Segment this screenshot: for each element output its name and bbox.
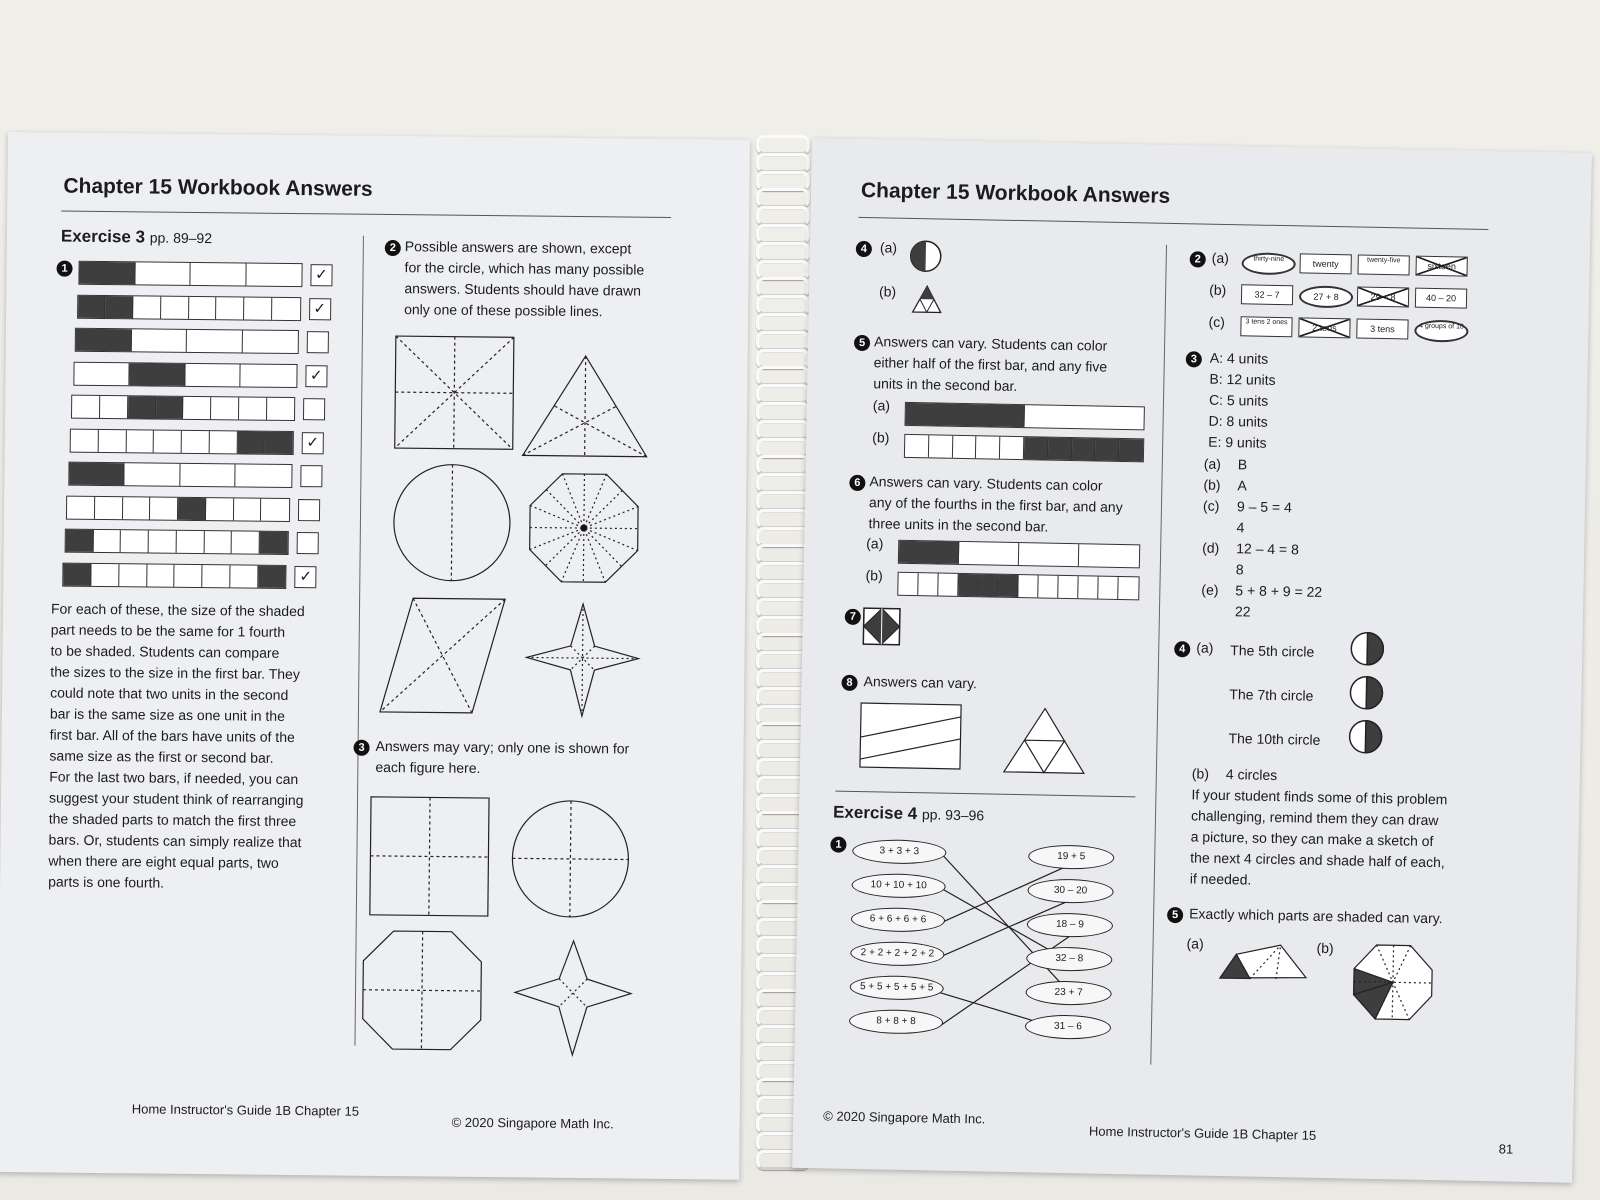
q1-note-line: the sizes to the size in the first bar. They (50, 663, 300, 683)
bar-unit (239, 397, 267, 419)
number-box: 3 tens (1356, 318, 1408, 339)
bar-unit (147, 564, 175, 586)
bar-unit (100, 396, 128, 418)
page-title: Chapter 15 Workbook Answers (860, 178, 1171, 208)
crossed-number-box: sixteen (1415, 256, 1467, 277)
answer: 4 circles (1225, 766, 1278, 784)
q6-bar-b (897, 572, 1139, 601)
footer-guide: Home Instructor's Guide 1B Chapter 15 (131, 1101, 360, 1119)
q3-text-line: each figure here. (375, 758, 481, 776)
bar-unit (234, 498, 262, 520)
answer-checkbox: ✓ (310, 264, 332, 286)
section-rule (835, 791, 1135, 798)
bar-unit (76, 329, 132, 352)
bar-unit (124, 463, 180, 486)
match-right-oval: 23 + 7 (1025, 980, 1111, 1006)
bar-unit (906, 403, 1025, 427)
answer: 12 – 4 = 8 (1236, 540, 1300, 558)
circled-number-box: 27 + 8 (1299, 285, 1353, 308)
match-left-oval: 6 + 6 + 6 + 6 (851, 907, 945, 933)
q2-text-line: Possible answers are shown, except (404, 238, 632, 257)
q1-note-line: For each of these, the size of the shaded (50, 600, 305, 620)
match-right-oval: 18 – 9 (1027, 912, 1113, 938)
bar-unit (216, 297, 244, 319)
q1-note-line: suggest your student think of rearranging (48, 789, 304, 809)
q6-text-line: Answers can vary. Students can color (869, 473, 1103, 494)
right-page (792, 138, 1592, 1183)
triangle-fourths-figure (912, 284, 953, 325)
bar-unit (65, 530, 93, 552)
question-number-4: 4 (856, 241, 872, 257)
bar-unit (1000, 437, 1024, 459)
bar-unit (211, 397, 239, 419)
bar-unit (1019, 543, 1079, 566)
match-right-oval: 19 + 5 (1028, 844, 1114, 870)
question-number-6: 6 (849, 475, 865, 491)
bar-unit (1119, 439, 1143, 461)
q5-shapes (1215, 936, 1477, 1031)
exercise4-title: Exercise 4 (832, 802, 918, 824)
question-number-3: 3 (353, 740, 369, 756)
bar-unit (898, 573, 918, 595)
fraction-bar (70, 428, 294, 454)
part-label-b: (b) (872, 429, 890, 446)
part-label: (b) (1203, 476, 1221, 493)
rectangle-thirds (860, 703, 961, 769)
circle-answer: The 5th circle (1230, 642, 1315, 660)
bar-unit (265, 431, 293, 453)
bar-unit (185, 363, 241, 386)
fraction-bar (64, 529, 288, 555)
part-label: (e) (1201, 581, 1219, 598)
bar-unit (123, 497, 151, 519)
part-label-a: (a) (879, 239, 898, 256)
q1-note-line: bar is the same size as one unit in the (49, 705, 286, 724)
bar-unit (209, 431, 237, 453)
bar-unit (105, 296, 133, 318)
bar-unit (128, 396, 156, 418)
bar-unit (1095, 439, 1119, 461)
bar-unit (958, 574, 978, 596)
circle-answer: The 7th circle (1229, 686, 1314, 704)
bar-unit (260, 532, 288, 554)
bar-unit (235, 464, 291, 487)
part-label-c: (c) (1208, 313, 1226, 330)
bar-unit (929, 435, 953, 457)
bar-unit (1058, 576, 1078, 598)
match-right-oval: 32 – 8 (1026, 946, 1112, 972)
bar-unit (952, 436, 976, 458)
star-quarters (514, 940, 631, 1055)
part-label-b: (b) (1191, 765, 1210, 782)
bar-unit (237, 431, 265, 453)
q5-bar-a (904, 402, 1144, 431)
part-label-a: (a) (1186, 935, 1204, 952)
q6-text-line: three units in the second bar. (868, 515, 1049, 535)
part-label-a: (a) (866, 535, 884, 552)
answer-checkbox (298, 499, 320, 521)
q5-text-line: Answers can vary. Students can color (873, 333, 1108, 354)
circled-number-box: 4 groups of 10 (1414, 320, 1468, 343)
bar-unit (905, 435, 929, 457)
half-circles (1348, 630, 1390, 761)
q3-text-line: Answers may vary; only one is shown for (375, 737, 630, 757)
exercise-heading (61, 227, 212, 249)
answer: 5 + 8 + 9 = 22 (1235, 582, 1323, 600)
note-line: a picture, so they can make a sketch of (1190, 828, 1434, 850)
bar-unit (119, 564, 147, 586)
q1-note (48, 598, 351, 895)
part-label-a: (a) (1211, 249, 1230, 267)
bar-unit (258, 565, 286, 587)
q3-figures (358, 791, 661, 1064)
bar-unit (178, 497, 206, 519)
bar-unit (261, 498, 289, 520)
part-label-b: (b) (1209, 281, 1227, 298)
match-left-oval: 5 + 5 + 5 + 5 + 5 (849, 975, 943, 1001)
circled-number-box: thirty-nine (1241, 252, 1295, 275)
question-number-8: 8 (841, 675, 857, 691)
q3-answers (1201, 454, 1454, 627)
unit-line: C: 5 units (1208, 391, 1269, 409)
bar-unit (1024, 437, 1048, 459)
question-number-4: 4 (1174, 641, 1190, 657)
unit-line: A: 4 units (1209, 349, 1269, 367)
bar-unit (98, 429, 126, 451)
exercise4-heading (833, 803, 985, 826)
binding-coil (756, 420, 810, 440)
bar-unit (1071, 438, 1095, 460)
answer-checkbox: ✓ (302, 432, 324, 454)
unit-line: E: 9 units (1208, 433, 1267, 451)
question-number-2: 2 (385, 240, 401, 256)
fraction-bar (77, 294, 301, 320)
bar-unit (959, 542, 1019, 565)
bar-unit (241, 364, 297, 387)
bar-unit (206, 498, 234, 520)
q4-b-section (1190, 763, 1482, 895)
bar-unit (918, 573, 938, 595)
bar-unit (93, 530, 121, 552)
bar-unit (187, 330, 243, 353)
answer-checkbox: ✓ (309, 298, 331, 320)
q1-note-line: to be shaded. Students can compare (50, 642, 280, 661)
q2-figures (382, 326, 686, 729)
q1-note-line: part needs to be the same for 1 fourth (50, 621, 286, 640)
bar-unit (899, 541, 959, 564)
note-line: the next 4 circles and shade half of each, (1190, 849, 1445, 871)
q5-text-line: units in the second bar. (873, 375, 1018, 394)
bar-unit (1048, 438, 1072, 460)
match-left-oval: 3 + 3 + 3 (852, 839, 946, 865)
bar-unit (121, 530, 149, 552)
fraction-bar (66, 495, 290, 521)
answer-checkbox (307, 331, 329, 353)
bar-unit (95, 496, 123, 518)
footer-copyright: © 2020 Singapore Math Inc. (451, 1114, 614, 1132)
bar-unit (149, 530, 177, 552)
bar-unit (978, 574, 998, 596)
q1-note-line: parts is one fourth. (48, 873, 165, 891)
bar-unit (130, 363, 186, 386)
bar-unit (190, 263, 246, 286)
fraction-bar (63, 562, 287, 588)
bar-unit (161, 296, 189, 318)
number-box: 32 – 7 (1241, 284, 1293, 305)
bar-unit (79, 262, 135, 285)
bar-unit (1079, 544, 1139, 567)
fraction-bar (78, 261, 302, 287)
part-label: (a) (1203, 455, 1222, 472)
bar-unit (1038, 575, 1058, 597)
q6-text-line: any of the fourths in the first bar, and any (868, 494, 1123, 516)
unit-line: B: 12 units (1209, 370, 1276, 388)
fraction-bar (73, 361, 297, 387)
bar-unit (78, 295, 106, 317)
q3-units-list (1208, 348, 1276, 454)
unit-line: D: 8 units (1208, 412, 1268, 430)
q1-note-line: same size as the first or second bar. (49, 747, 274, 766)
part-label-b: (b) (865, 567, 883, 584)
q5-text-line: either half of the first bar, and any five (873, 354, 1108, 375)
crossed-number-box: 2 tens (1298, 317, 1350, 338)
answer-checkbox (300, 465, 322, 487)
footer-copyright: © 2020 Singapore Math Inc. (823, 1108, 986, 1127)
part-label-b: (b) (1316, 939, 1334, 957)
answer: 8 (1235, 561, 1244, 578)
footer-guide: Home Instructor's Guide 1B Chapter 15 (1088, 1123, 1317, 1143)
q1-note-line: bars. Or, students can simply realize that (48, 831, 302, 851)
bar-unit (182, 430, 210, 452)
note-line: If your student finds some of this problem (1191, 786, 1448, 808)
exercise-title: Exercise 3 (60, 226, 146, 247)
bar-unit (154, 430, 182, 452)
bar-unit (72, 396, 100, 418)
answer-checkbox: ✓ (295, 566, 317, 588)
exercise4-pages: pp. 93–96 (921, 806, 985, 824)
bar-unit (1024, 405, 1143, 429)
question-number-3: 3 (1186, 351, 1202, 367)
bar-unit (150, 497, 178, 519)
bar-unit (91, 563, 119, 585)
question-number-5: 5 (854, 335, 870, 351)
q6-bar-a (898, 540, 1140, 569)
bar-unit (64, 563, 92, 585)
part-label: (c) (1202, 497, 1220, 514)
q1-note-line: first bar. All of the bars have units of the (49, 726, 295, 746)
title-rule (858, 217, 1488, 230)
answer-checkbox (296, 532, 318, 554)
half-circle-figure (909, 240, 950, 281)
q5-bar-b (904, 434, 1144, 463)
q1-note-line: For the last two bars, if needed, you can (49, 768, 299, 788)
bar-unit (998, 575, 1018, 597)
q1-note-line: could note that two units in the second (50, 684, 289, 703)
bar-unit (1118, 577, 1138, 599)
answer: A (1237, 477, 1247, 494)
fraction-bar (75, 328, 299, 354)
match-left-oval: 10 + 10 + 10 (851, 873, 945, 899)
part-label: (d) (1202, 539, 1220, 556)
bar-unit (131, 329, 187, 352)
note-line: if needed. (1189, 870, 1252, 888)
bar-unit (202, 565, 230, 587)
bar-unit (156, 397, 184, 419)
bar-unit (242, 330, 298, 353)
part-label-a: (a) (1196, 639, 1214, 656)
match-left-oval: 8 + 8 + 8 (849, 1009, 943, 1035)
exercise-pages: pp. 89–92 (149, 229, 213, 247)
bar-unit (189, 296, 217, 318)
q3-text (375, 736, 675, 781)
title-rule (61, 211, 671, 218)
left-page (0, 132, 750, 1180)
answer: 22 (1234, 603, 1251, 620)
bar-unit (133, 296, 161, 318)
bar-unit (67, 496, 95, 518)
q5-text: Exactly which parts are shaded can vary. (1189, 905, 1443, 927)
bar-unit (176, 531, 204, 553)
circle-answer: The 10th circle (1228, 730, 1321, 748)
q1-note-line: the shaded parts to match the first three (48, 810, 297, 830)
binding-coil (756, 331, 810, 351)
q5-text (873, 331, 1174, 400)
bar-unit (74, 362, 130, 385)
bar-unit (1018, 575, 1038, 597)
q2-text-line: only one of these possible lines. (404, 301, 603, 320)
binding-coil (756, 509, 810, 529)
part-label-b: (b) (878, 283, 897, 300)
bar-unit (126, 430, 154, 452)
match-left-oval: 2 + 2 + 2 + 2 + 2 (850, 941, 944, 967)
question-number-1: 1 (56, 261, 72, 277)
question-number-2: 2 (1190, 251, 1206, 267)
bar-unit (71, 429, 99, 451)
number-box: twenty-five (1357, 255, 1409, 276)
answer: 9 – 5 = 4 (1236, 498, 1293, 516)
binding-coil (756, 242, 810, 262)
bar-unit (272, 297, 300, 319)
answer-checkbox: ✓ (305, 365, 327, 387)
number-box: twenty (1299, 253, 1351, 274)
fraction-bar (71, 395, 295, 421)
question-number-1: 1 (830, 836, 846, 852)
bar-unit (244, 297, 272, 319)
circle-quarters (512, 800, 629, 917)
page-number: 81 (1498, 1141, 1514, 1157)
q8-text: Answers can vary. (863, 673, 978, 692)
bar-unit (183, 397, 211, 419)
answer-checkbox (303, 398, 325, 420)
bar-unit (135, 262, 191, 285)
bar-unit (1078, 576, 1098, 598)
q8-figures (858, 701, 1119, 786)
number-box: 40 – 20 (1415, 288, 1467, 309)
binding-coil (756, 153, 810, 173)
octagon-quarters (362, 931, 481, 1050)
crossed-number-box: 29 – 8 (1357, 286, 1409, 307)
match-right-oval: 31 – 6 (1025, 1014, 1111, 1040)
bar-unit (230, 565, 258, 587)
bar-unit (938, 574, 958, 596)
answer: B (1237, 456, 1248, 473)
note-line: challenging, remind them they can draw (1190, 807, 1439, 829)
bar-unit (246, 264, 302, 287)
square-quarters (370, 797, 489, 916)
bar-unit (204, 531, 232, 553)
question-number-5: 5 (1167, 907, 1183, 923)
fraction-bar (68, 462, 292, 488)
q6-text (868, 471, 1169, 540)
number-box: 3 tens 2 ones (1240, 316, 1292, 337)
bar-unit (232, 531, 260, 553)
square-diamond-figure (862, 607, 903, 648)
part-label-a: (a) (872, 397, 891, 414)
page-title: Chapter 15 Workbook Answers (63, 174, 373, 201)
q1-note-line: when there are eight equal parts, two (48, 852, 279, 871)
q2-text (404, 236, 705, 323)
bar-unit (1098, 577, 1118, 599)
question-number-7: 7 (845, 609, 861, 625)
q2-text-line: answers. Students should have drawn (404, 280, 642, 299)
bar-unit (175, 564, 203, 586)
bar-unit (180, 464, 236, 487)
circle-figure (393, 464, 510, 581)
answer: 4 (1236, 519, 1245, 536)
bar-unit (976, 436, 1000, 458)
bar-unit (69, 463, 125, 486)
q2-text-line: for the circle, which has many possible (404, 259, 645, 278)
match-right-oval: 30 – 20 (1027, 878, 1113, 904)
bar-unit (267, 398, 295, 420)
